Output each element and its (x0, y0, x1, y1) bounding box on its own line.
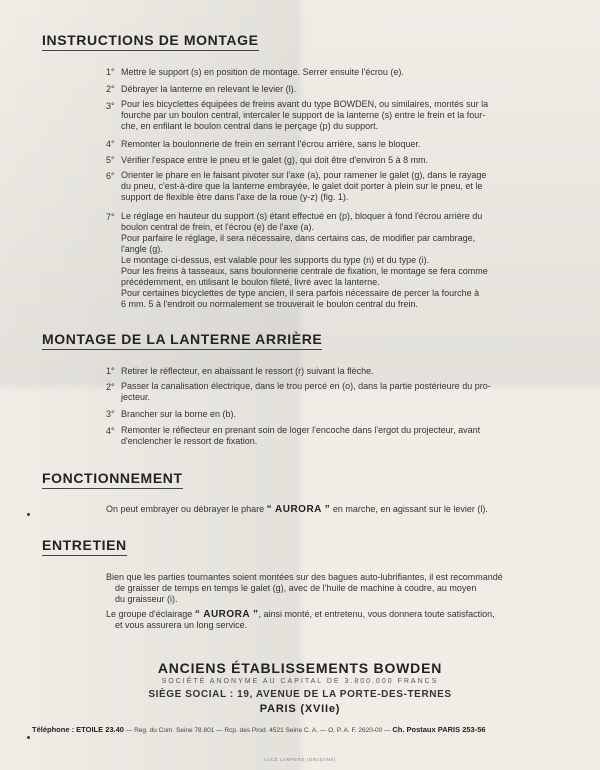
punch-mark (27, 736, 30, 739)
item-text: Brancher sur la borne en (b). (121, 409, 237, 419)
item-text: Retirer le réflecteur, en abaissant le ressort (r) suivant la flèche. (121, 366, 374, 376)
entretien-text-before: Le groupe d'éclairage (106, 609, 193, 619)
item-number: 1° (106, 366, 115, 376)
item-number: 4° (106, 426, 115, 436)
item-number: 7° (106, 212, 115, 222)
phone-text: Téléphone : ETOILE 23.40 (32, 725, 124, 734)
fonctionnement-text-before: On peut embrayer ou débrayer le phare (106, 504, 265, 514)
company-name: ANCIENS ÉTABLISSEMENTS BOWDEN (157, 660, 443, 676)
item-text: Le réglage en hauteur du support (s) étant effectué en (p), bloquer à fond l'écrou arrière du (121, 211, 483, 221)
item-text: Débrayer la lanterne en relevant le levier (l). (121, 84, 297, 94)
item-number: 2° (106, 382, 115, 392)
item-number: 4° (106, 139, 115, 149)
item-text: Pour les bicyclettes équipées de freins avant du type BOWDEN, ou similaires, montés sur la (121, 99, 489, 109)
item-text: support de flexible être dans l'axe de la roue (y-z) (fig. 1). (121, 192, 349, 202)
heading-entretien: ENTRETIEN (42, 537, 127, 556)
item-text: Pour parfaire le réglage, il sera nécessaire, dans certains cas, de modifier par cambrage, (121, 233, 476, 243)
item-text: jecteur. (121, 392, 151, 402)
fonctionnement-text (106, 504, 488, 515)
registry-text: — Reg. du Com. Seine 78.801 — Rcp. des Prod. 4521 Seine C. A. — O. P. A. F. 2620-00 — (125, 727, 391, 734)
item-text: Remonter la boulonnerie de frein en serrant l'écrou arrière, sans le bloquer. (121, 139, 421, 149)
heading-fonctionnement: FONCTIONNEMENT (42, 470, 183, 489)
item-text: Passer la canalisation électrique, dans le trou percé en (o), dans la partie postérieure du pro- (121, 381, 491, 391)
item-text: Le montage ci-dessus, est valable pour les supports du type (n) et du type (i). (121, 255, 430, 265)
item-text: Pour les freins à tasseaux, sans boulonnerie centrale de fixation, le montage se fera comme (121, 266, 488, 276)
punch-mark (27, 513, 30, 516)
item-number: 3° (106, 101, 115, 111)
item-text: Mettre le support (s) en position de montage. Serrer ensuite l'écrou (e). (121, 67, 404, 77)
entretien-text-after: , ainsi monté, et entretenu, vous donnera toute satisfaction, (258, 609, 495, 619)
fonctionnement-text-after: en marche, en agissant sur le levier (l). (332, 504, 488, 514)
item-text: d'enclencher le ressort de fixation. (121, 436, 258, 446)
item-number: 6° (106, 171, 115, 181)
item-text: boulon central de frein, et l'écrou (e) de l'axe (a). (121, 222, 315, 232)
item-text: 6 mm. 5 à l'endroit ou normalement se trouverait le boulon central du frein. (121, 299, 418, 309)
item-number: 1° (106, 67, 115, 77)
company-seat: SIÈGE SOCIAL : 19, AVENUE DE LA PORTE-DES-TERNES (148, 689, 452, 700)
item-number: 2° (106, 84, 115, 94)
item-text: précédemment, en utilisant le boulon fileté, livré avec la lanterne. (121, 277, 380, 287)
entretien-text: de graisser de temps en temps le galet (g), avec de l'huile de machine à coudre, au moyen (115, 583, 477, 593)
entretien-text: du graisseur (i). (115, 594, 178, 604)
entretien-text: Bien que les parties tournantes soient montées sur des bagues auto-lubrifiantes, il est recommandé (106, 572, 503, 582)
printer-credit: LUCE LAMPERE (ORLÉANS) (264, 757, 336, 762)
heading-montage-lanterne-arriere: MONTAGE DE LA LANTERNE ARRIÈRE (42, 331, 322, 350)
entretien-text: et vous assurera un long service. (115, 620, 248, 630)
postal-text: Ch. Postaux PARIS 253-56 (392, 725, 486, 734)
company-capital: SOCIÉTÉ ANONYME AU CAPITAL DE 3.800.000 FRANCS (161, 678, 439, 685)
item-text: Vérifier l'espace entre le pneu et le galet (g), qui doit être d'environ 5 à 8 mm. (121, 155, 429, 165)
item-text: Remonter le réflecteur en prenant soin de loger l'encoche dans l'ergot du projecteur, avant (121, 425, 481, 435)
item-text: l'angle (g). (121, 244, 163, 254)
item-text: fourche par un boulon central, intercaler le support de la lanterne (s) entre le frein et la four- (121, 110, 486, 120)
company-city: PARIS (XVIIe) (259, 703, 341, 715)
entretien-text (106, 609, 495, 620)
brand-aurora: “ AURORA ” (194, 609, 259, 620)
item-number: 5° (106, 155, 115, 165)
contacts-line (32, 725, 572, 734)
item-text: du pneu, c'est-à-dire que la lanterne embrayée, le galet doit porter à plein sur le pneu, et le (121, 181, 483, 191)
heading-instructions-montage: INSTRUCTIONS DE MONTAGE (42, 32, 259, 51)
item-text: Pour certaines bicyclettes de type ancien, il sera parfois nécessaire de percer la fourche à (121, 288, 480, 298)
brand-aurora: “ AURORA ” (266, 504, 331, 515)
item-text: Orienter le phare en le faisant pivoter sur l'axe (a), pour ramener le galet (g), dans le rayage (121, 170, 487, 180)
item-text: che, en enfilant le boulon central dans le perçage (p) du support. (121, 121, 379, 131)
item-number: 3° (106, 409, 115, 419)
